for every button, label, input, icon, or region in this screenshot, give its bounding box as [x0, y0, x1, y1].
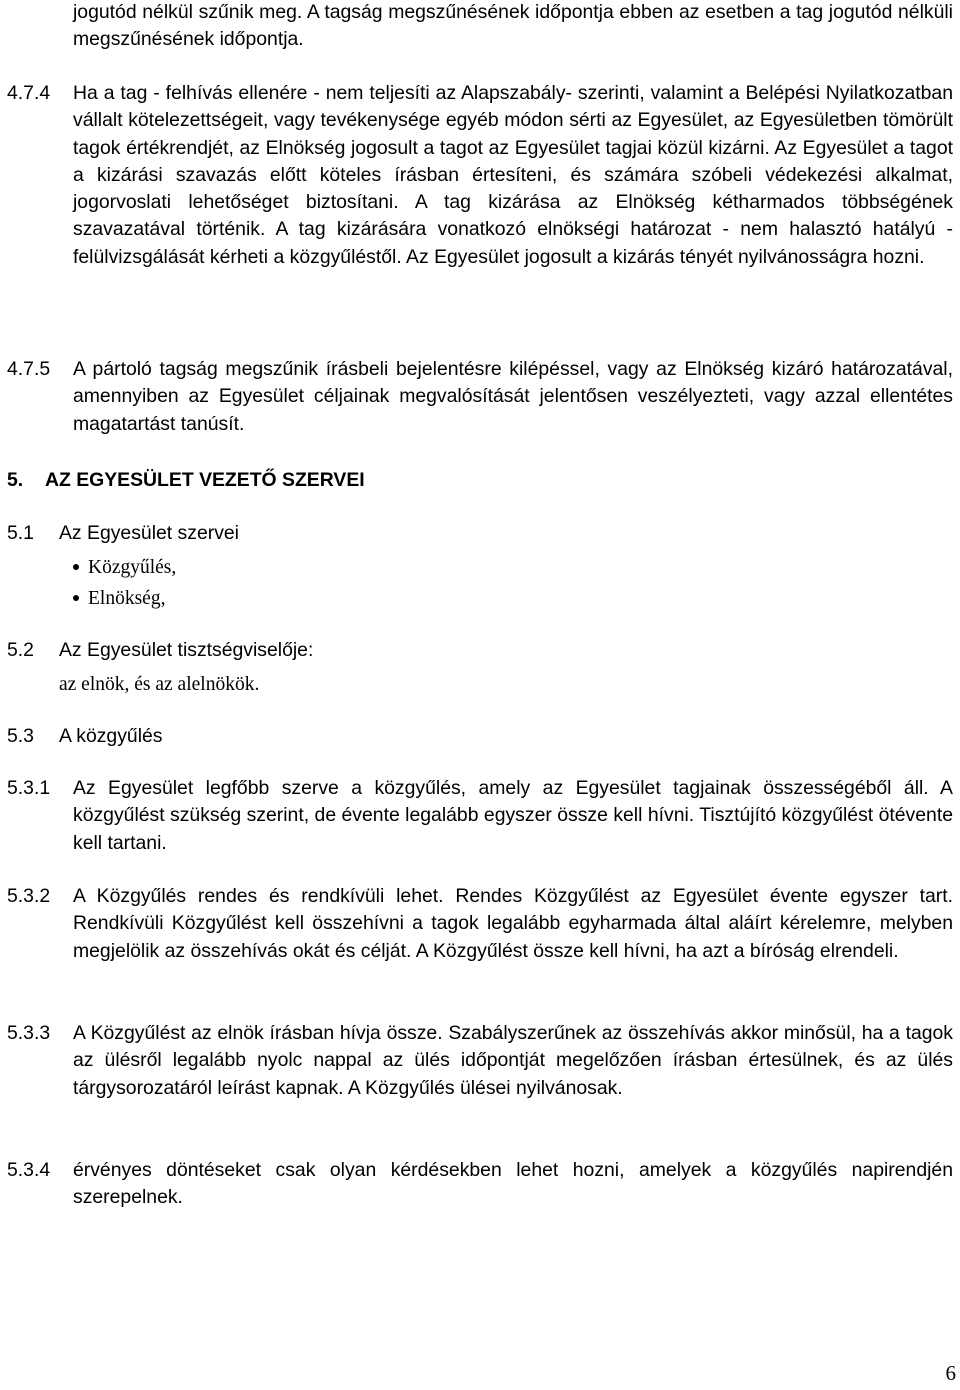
section-text-5-3-4: érvényes döntéseket csak olyan kérdésekben lehet hozni, amelyek a közgyűlés napirendjén szerepelnek.: [73, 1159, 953, 1209]
section-text-5-3-2: A Közgyűlés rendes és rendkívüli lehet. Rendes Közgyűlést az Egyesület évente egyszer tart. Rendkívüli Közgyűlést kell összehívni a tagok legalább egyharmada által aláírt kérelemre, melyben megjelölik az összehívás okát és célját. A Közgyűlést össze kell hívni, ha azt a bíróság elrendeli.: [73, 885, 953, 962]
section-text-5-3-3: A Közgyűlést az elnök írásban hívja össze. Szabályszerűnek az összehívás akkor minősül, ha a tagok az ülésről legalább nyolc nappal az ülés időpontját megelőzően írásban értesülnek, és az ülés tárgysorozatáról leírást kapnak. A Közgyűlés ülései nyilvánosak.: [73, 1022, 953, 1099]
section-title-5-1: Az Egyesület szervei: [59, 522, 239, 544]
section-number-5-3-4: 5.3.4: [7, 1159, 51, 1181]
chapter-number: 5.: [7, 469, 24, 491]
section-number-5-3-1: 5.3.1: [7, 777, 51, 799]
bullet-item-kozgyules: [73, 557, 176, 579]
section-text-4-7-5: A pártoló tagság megszűnik írásbeli bejelentésre kilépéssel, vagy az Elnökség kizáró határozatával, amennyiben az Egyesület céljainak megvalósítását jelentősen veszélyezteti, vagy azzal ellentétes magatartást tanúsít.: [73, 358, 953, 435]
section-number-5-3-3: 5.3.3: [7, 1022, 51, 1044]
bullet-item-elnokseg: [73, 588, 165, 610]
chapter-title: AZ EGYESÜLET VEZETŐ SZERVEI: [45, 469, 365, 491]
section-number-5-2: 5.2: [7, 639, 34, 661]
section-text-4-7-4: Ha a tag - felhívás ellenére - nem teljesíti az Alapszabály- szerinti, valamint a Belépési Nyilatkozatban vállalt kötelezettségeit, vagy tevékenysége egyéb módon sérti az Egyesület, az Egyesületben tömörült tagok értékrendjét, az Elnökség jogosult a tagot az Egyesület tagjai közül kizárni. Az Egyesület a tagot a kizárási szavazás előtt köteles írásban értesíteni, és számára szóbeli védekezési alkalmat, jogorvoslati lehetőséget biztosítani. A tag kizárása az Elnökség kétharmados többségének szavazatával történik. A tag kizárására vonatkozó elnökségi határozat - nem halasztó hatályú - felülvizsgálását kérheti a közgyűléstől. Az Egyesület jogosult a kizárás tényét nyilvánosságra hozni.: [73, 82, 953, 268]
bullet-text: Közgyűlés,: [88, 557, 177, 578]
bullet-text: Elnökség,: [88, 588, 166, 609]
bullet-icon: [73, 564, 79, 570]
section-number-5-3-2: 5.3.2: [7, 885, 51, 907]
section-number-4-7-4: 4.7.4: [7, 82, 51, 104]
section-number-5-3: 5.3: [7, 725, 34, 747]
section-title-5-2: Az Egyesület tisztségviselője:: [59, 639, 314, 661]
section-text-5-2: az elnök, és az alelnökök.: [59, 674, 260, 695]
section-number-5-1: 5.1: [7, 522, 34, 544]
page-number: 6: [945, 1361, 956, 1385]
section-number-4-7-5: 4.7.5: [7, 358, 51, 380]
intro-paragraph: jogutód nélkül szűnik meg. A tagság megszűnésének időpontja ebben az esetben a tag jogutód nélküli megszűnésének időpontja.: [73, 1, 953, 51]
bullet-icon: [73, 595, 79, 601]
section-text-5-3-1: Az Egyesület legfőbb szerve a közgyűlés, amely az Egyesület tagjainak összességéből áll. A közgyűlést szükség szerint, de évente legalább egyszer össze kell hívni. Tisztújító közgyűlést ötévente kell tartani.: [73, 777, 953, 854]
section-title-5-3: A közgyűlés: [59, 725, 163, 747]
